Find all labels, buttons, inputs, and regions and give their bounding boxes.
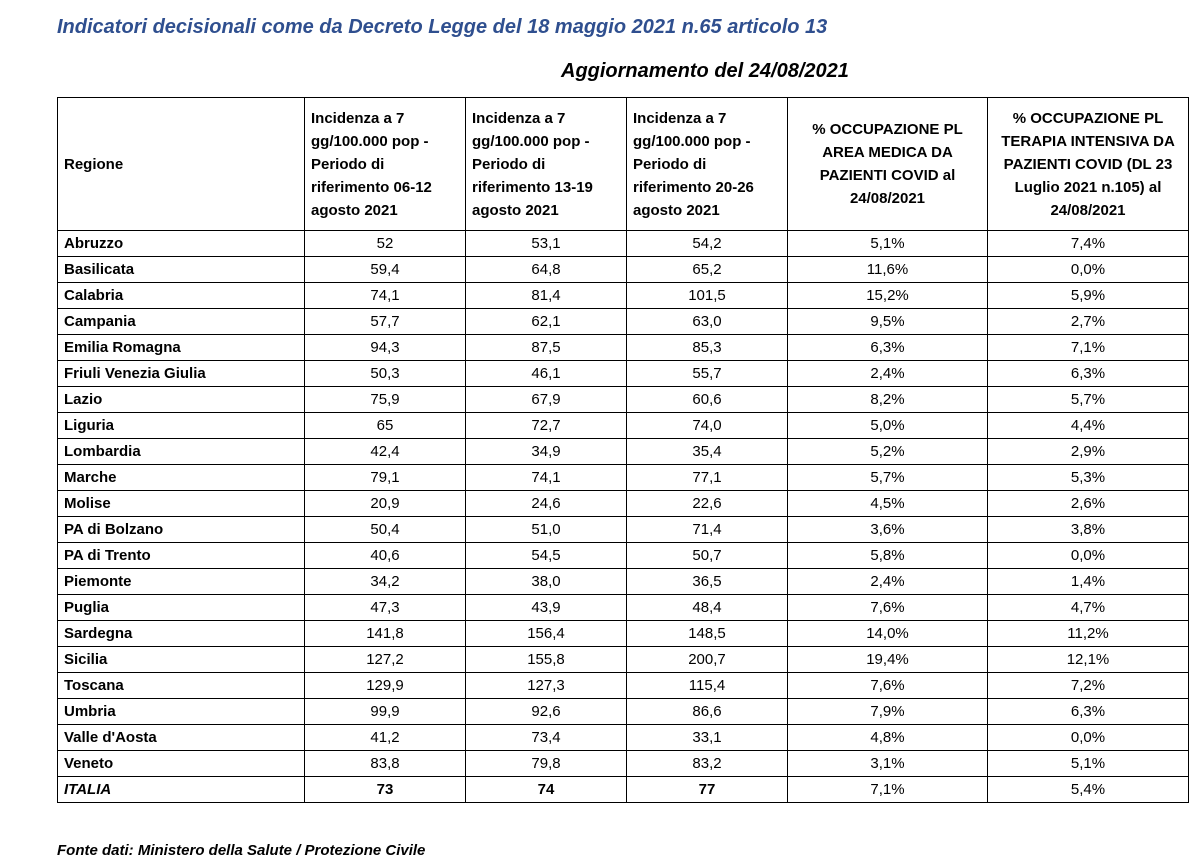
value-cell: 8,2% — [788, 387, 988, 413]
value-cell: 72,7 — [466, 413, 627, 439]
value-cell: 67,9 — [466, 387, 627, 413]
region-cell: Campania — [58, 309, 305, 335]
value-cell: 0,0% — [988, 725, 1189, 751]
value-cell: 141,8 — [305, 621, 466, 647]
value-cell: 92,6 — [466, 699, 627, 725]
region-cell: Emilia Romagna — [58, 335, 305, 361]
region-cell: Sicilia — [58, 647, 305, 673]
value-cell: 75,9 — [305, 387, 466, 413]
value-cell: 34,9 — [466, 439, 627, 465]
table-row — [58, 465, 1189, 491]
value-cell: 94,3 — [305, 335, 466, 361]
value-cell: 7,1% — [788, 777, 988, 803]
table-row — [58, 673, 1189, 699]
column-header-incidence-06-12: Incidenza a 7 gg/100.000 pop - Periodo di riferimento 06-12 agosto 2021 — [305, 98, 466, 231]
value-cell: 1,4% — [988, 569, 1189, 595]
data-source: Fonte dati: Ministero della Salute / Protezione Civile — [57, 842, 426, 859]
value-cell: 71,4 — [627, 517, 788, 543]
table-row — [58, 257, 1189, 283]
value-cell: 40,6 — [305, 543, 466, 569]
table-row — [58, 699, 1189, 725]
value-cell: 6,3% — [988, 699, 1189, 725]
value-cell: 41,2 — [305, 725, 466, 751]
value-cell: 7,6% — [788, 673, 988, 699]
value-cell: 83,2 — [627, 751, 788, 777]
value-cell: 53,1 — [466, 231, 627, 257]
value-cell: 20,9 — [305, 491, 466, 517]
region-cell: Puglia — [58, 595, 305, 621]
table-row — [58, 595, 1189, 621]
region-cell: PA di Bolzano — [58, 517, 305, 543]
value-cell: 6,3% — [788, 335, 988, 361]
table-row — [58, 751, 1189, 777]
value-cell: 4,8% — [788, 725, 988, 751]
value-cell: 74,1 — [466, 465, 627, 491]
table-row — [58, 387, 1189, 413]
value-cell: 85,3 — [627, 335, 788, 361]
region-cell: Sardegna — [58, 621, 305, 647]
value-cell: 19,4% — [788, 647, 988, 673]
value-cell: 2,6% — [988, 491, 1189, 517]
region-cell: Basilicata — [58, 257, 305, 283]
value-cell: 129,9 — [305, 673, 466, 699]
value-cell: 12,1% — [988, 647, 1189, 673]
value-cell: 51,0 — [466, 517, 627, 543]
column-header-incidence-20-26: Incidenza a 7 gg/100.000 pop - Periodo di riferimento 20-26 agosto 2021 — [627, 98, 788, 231]
value-cell: 5,0% — [788, 413, 988, 439]
value-cell: 5,8% — [788, 543, 988, 569]
region-cell: Piemonte — [58, 569, 305, 595]
value-cell: 62,1 — [466, 309, 627, 335]
total-row — [58, 777, 1189, 803]
table-row — [58, 231, 1189, 257]
region-cell: Lombardia — [58, 439, 305, 465]
value-cell: 5,1% — [788, 231, 988, 257]
value-cell: 2,4% — [788, 569, 988, 595]
value-cell: 65,2 — [627, 257, 788, 283]
value-cell: 24,6 — [466, 491, 627, 517]
region-cell: ITALIA — [58, 777, 305, 803]
value-cell: 35,4 — [627, 439, 788, 465]
document-title: Indicatori decisionali come da Decreto Legge del 18 maggio 2021 n.65 articolo 13 — [57, 16, 828, 38]
column-header-region: Regione — [58, 98, 305, 231]
value-cell: 47,3 — [305, 595, 466, 621]
value-cell: 81,4 — [466, 283, 627, 309]
value-cell: 54,2 — [627, 231, 788, 257]
table-body — [58, 231, 1189, 803]
value-cell: 50,4 — [305, 517, 466, 543]
value-cell: 4,5% — [788, 491, 988, 517]
value-cell: 46,1 — [466, 361, 627, 387]
table-row — [58, 491, 1189, 517]
value-cell: 5,4% — [988, 777, 1189, 803]
value-cell: 34,2 — [305, 569, 466, 595]
value-cell: 11,2% — [988, 621, 1189, 647]
value-cell: 42,4 — [305, 439, 466, 465]
value-cell: 200,7 — [627, 647, 788, 673]
region-cell: Molise — [58, 491, 305, 517]
value-cell: 50,7 — [627, 543, 788, 569]
value-cell: 99,9 — [305, 699, 466, 725]
value-cell: 5,9% — [988, 283, 1189, 309]
value-cell: 73 — [305, 777, 466, 803]
value-cell: 83,8 — [305, 751, 466, 777]
table-row — [58, 621, 1189, 647]
value-cell: 115,4 — [627, 673, 788, 699]
value-cell: 7,6% — [788, 595, 988, 621]
value-cell: 60,6 — [627, 387, 788, 413]
table-row — [58, 335, 1189, 361]
table-row — [58, 569, 1189, 595]
region-cell: Valle d'Aosta — [58, 725, 305, 751]
value-cell: 0,0% — [988, 543, 1189, 569]
value-cell: 77 — [627, 777, 788, 803]
value-cell: 11,6% — [788, 257, 988, 283]
value-cell: 5,7% — [788, 465, 988, 491]
update-date: Aggiornamento del 24/08/2021 — [561, 60, 849, 82]
value-cell: 5,2% — [788, 439, 988, 465]
value-cell: 0,0% — [988, 257, 1189, 283]
value-cell: 4,7% — [988, 595, 1189, 621]
value-cell: 5,7% — [988, 387, 1189, 413]
region-cell: Calabria — [58, 283, 305, 309]
value-cell: 74,1 — [305, 283, 466, 309]
region-cell: Toscana — [58, 673, 305, 699]
table-row — [58, 361, 1189, 387]
value-cell: 7,2% — [988, 673, 1189, 699]
value-cell: 65 — [305, 413, 466, 439]
value-cell: 50,3 — [305, 361, 466, 387]
value-cell: 2,9% — [988, 439, 1189, 465]
value-cell: 15,2% — [788, 283, 988, 309]
value-cell: 74,0 — [627, 413, 788, 439]
column-header-incidence-13-19: Incidenza a 7 gg/100.000 pop - Periodo di riferimento 13-19 agosto 2021 — [466, 98, 627, 231]
value-cell: 2,7% — [988, 309, 1189, 335]
value-cell: 3,6% — [788, 517, 988, 543]
column-header-icu-occupancy: % OCCUPAZIONE PL TERAPIA INTENSIVA DA PAZIENTI COVID (DL 23 Luglio 2021 n.105) al 24/08/2021 — [988, 98, 1189, 231]
table-row — [58, 413, 1189, 439]
value-cell: 73,4 — [466, 725, 627, 751]
value-cell: 79,8 — [466, 751, 627, 777]
value-cell: 127,2 — [305, 647, 466, 673]
value-cell: 36,5 — [627, 569, 788, 595]
table-row — [58, 439, 1189, 465]
value-cell: 22,6 — [627, 491, 788, 517]
value-cell: 7,4% — [988, 231, 1189, 257]
value-cell: 156,4 — [466, 621, 627, 647]
value-cell: 64,8 — [466, 257, 627, 283]
value-cell: 52 — [305, 231, 466, 257]
value-cell: 74 — [466, 777, 627, 803]
value-cell: 5,1% — [988, 751, 1189, 777]
region-cell: Veneto — [58, 751, 305, 777]
region-cell: Marche — [58, 465, 305, 491]
table-row — [58, 283, 1189, 309]
value-cell: 3,8% — [988, 517, 1189, 543]
table-row — [58, 309, 1189, 335]
value-cell: 2,4% — [788, 361, 988, 387]
value-cell: 155,8 — [466, 647, 627, 673]
value-cell: 33,1 — [627, 725, 788, 751]
value-cell: 63,0 — [627, 309, 788, 335]
value-cell: 79,1 — [305, 465, 466, 491]
region-cell: Friuli Venezia Giulia — [58, 361, 305, 387]
column-header-medical-occupancy: % OCCUPAZIONE PL AREA MEDICA DA PAZIENTI COVID al 24/08/2021 — [788, 98, 988, 231]
value-cell: 4,4% — [988, 413, 1189, 439]
region-cell: Umbria — [58, 699, 305, 725]
table-row — [58, 543, 1189, 569]
value-cell: 59,4 — [305, 257, 466, 283]
value-cell: 101,5 — [627, 283, 788, 309]
value-cell: 148,5 — [627, 621, 788, 647]
value-cell: 127,3 — [466, 673, 627, 699]
value-cell: 38,0 — [466, 569, 627, 595]
value-cell: 7,9% — [788, 699, 988, 725]
region-cell: Liguria — [58, 413, 305, 439]
value-cell: 57,7 — [305, 309, 466, 335]
table-row — [58, 647, 1189, 673]
value-cell: 48,4 — [627, 595, 788, 621]
value-cell: 7,1% — [988, 335, 1189, 361]
value-cell: 77,1 — [627, 465, 788, 491]
region-cell: Lazio — [58, 387, 305, 413]
indicators-table — [57, 97, 1189, 803]
value-cell: 55,7 — [627, 361, 788, 387]
value-cell: 14,0% — [788, 621, 988, 647]
value-cell: 5,3% — [988, 465, 1189, 491]
value-cell: 9,5% — [788, 309, 988, 335]
value-cell: 6,3% — [988, 361, 1189, 387]
table-row — [58, 725, 1189, 751]
value-cell: 86,6 — [627, 699, 788, 725]
table-row — [58, 517, 1189, 543]
region-cell: Abruzzo — [58, 231, 305, 257]
value-cell: 43,9 — [466, 595, 627, 621]
value-cell: 54,5 — [466, 543, 627, 569]
table-header-row — [58, 98, 1189, 231]
value-cell: 3,1% — [788, 751, 988, 777]
value-cell: 87,5 — [466, 335, 627, 361]
region-cell: PA di Trento — [58, 543, 305, 569]
